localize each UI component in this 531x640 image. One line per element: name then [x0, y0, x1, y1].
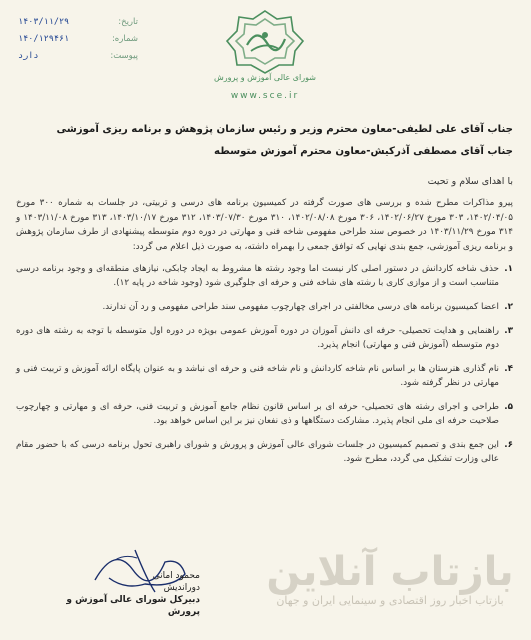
- item-text: حذف شاخه کاردانش در دستور اصلی کار نیست اما وجود رشته ها مشروط به ایجاد چابکی، نیازهای منطقه‌ای و وجود برنامه درسی متناسب است و از موازی کاری با رشته های شاخه فنی و حرفه ای جلوگیری شود (وجود شاخه در پایه ۱۲).: [16, 264, 499, 288]
- attachment-value: دارد: [18, 51, 39, 61]
- item-text: نام گذاری هنرستان ها بر اساس نام شاخه کاردانش و نام شاخه فنی و حرفه ای نباشد و به عنوان پایگاه ارائه آموزش و تربیت فنی و مهارتی در نظر گرفته شود.: [16, 364, 499, 388]
- signatory-name: محمود امانی: [152, 571, 200, 581]
- intro-paragraph: پیرو مذاکرات مطرح شده و بررسی های صورت گرفته در کمیسیون برنامه های درسی و تربیتی، در جلسات به شماره ۳۰۰ مورخ ۱۴۰۲/۰۴/۰۵، ۳۰۳ مورخ ۱۴۰۲/۰۶/۲۷، ۳۰۶ مورخ ۱۴۰۲/۰۸/۰۸، ۳۱۰ مورخ ۱۴۰۳/۰۷/۳۰، ۳۱۲ مورخ ۱۴۰۳/۱۰/۱۷، ۳۱۳ مورخ ۱۴۰۳/۱۱/۰۸ و ۳۱۴ مورخ ۱۴۰۳/۱۱/۲۹ در خصوص سند طراحی مفهومی شاخه فنی و مهارتی در دوره دوم متوسطه پیشنهادی از طرف سازمان پژوهش و برنامه ریزی آموزشی، جمع بندی نهایی که توافق جمعی را بهمراه داشته، به صورت ذیل اعلام می گردد:: [16, 198, 514, 252]
- number-label: شماره:: [111, 34, 138, 44]
- list-item: [16, 300, 513, 314]
- item-text: طراحی و اجرای رشته های تحصیلی- حرفه ای بر اساس قانون نظام جامع آموزش و تربیت فنی، حرفه ای و مهارتی و چهارچوب صلاحیت حرفه ای ملی انجام پذیرد. مشارکت دستگاهها و ذی نفعان نیز بر این اساس خواهد بود.: [16, 402, 499, 426]
- signatory-title-1: دوراندیش: [163, 583, 200, 593]
- addressee-2: جناب آقای مصطفی آذرکیش-معاون محترم آموزش متوسطه: [214, 146, 513, 157]
- addressee-1: جناب آقای علی لطیفی-معاون محترم وزیر و رئیس سازمان پژوهش و برنامه ریزی آموزشی: [56, 124, 513, 135]
- item-number: ۵.: [504, 402, 513, 412]
- list-item: [16, 438, 513, 466]
- item-number: ۴.: [504, 364, 513, 374]
- date-row: [18, 14, 138, 31]
- number-value: ۱۴۰/۱۲۹۴۶۱: [18, 34, 70, 44]
- list-item: [16, 362, 513, 390]
- signature-block: [60, 570, 200, 618]
- attachment-row: [18, 48, 138, 65]
- signatory-title-2: دبیرکل شورای عالی آموزش و پرورش: [66, 595, 200, 617]
- number-row: [18, 31, 138, 48]
- item-number: ۶.: [504, 440, 513, 450]
- item-number: ۱.: [504, 264, 513, 274]
- item-text: راهنمایی و هدایت تحصیلی- حرفه ای دانش آموزان در دوره آموزش عمومی بویژه در دوره اول متوسطه با توجه به رشته های دوره دوم متوسطه (آموزش فنی و مهارتی) انجام پذیرد.: [16, 326, 499, 350]
- watermark: [255, 548, 525, 607]
- logo-url: www.sce.ir: [230, 91, 300, 101]
- attachment-label: پیوست:: [110, 51, 138, 61]
- resolution-list: [16, 262, 513, 476]
- date-label: تاریخ:: [118, 17, 138, 27]
- item-number: ۲.: [504, 302, 513, 312]
- letter-meta: [18, 14, 138, 65]
- watermark-sub: بازتاب اخبار روز اقتصادی و سینمایی ایران و جهان: [276, 594, 504, 607]
- item-text: اعضا کمیسیون برنامه های درسی مخالفتی در اجرای چهارچوب مفهومی سند طراحی مفهومی و رد آن ندارند.: [102, 302, 499, 312]
- list-item: [16, 262, 513, 290]
- list-item: [16, 400, 513, 428]
- logo-caption: شورای عالی آموزش و پرورش: [214, 73, 316, 82]
- salutation: با اهدای سلام و تحیت: [427, 176, 513, 187]
- watermark-main: بازتاب آنلاین: [266, 549, 514, 595]
- list-item: [16, 324, 513, 352]
- item-text: این جمع بندی و تصمیم کمیسیون در جلسات شورای عالی آموزش و پرورش و شورای راهبری تحول برنامه درسی که با حضور مقام عالی وزارت تشکیل می گردد، مطرح شود.: [16, 440, 499, 464]
- date-value: ۱۴۰۳/۱۱/۲۹: [18, 17, 70, 27]
- item-number: ۳.: [504, 326, 513, 336]
